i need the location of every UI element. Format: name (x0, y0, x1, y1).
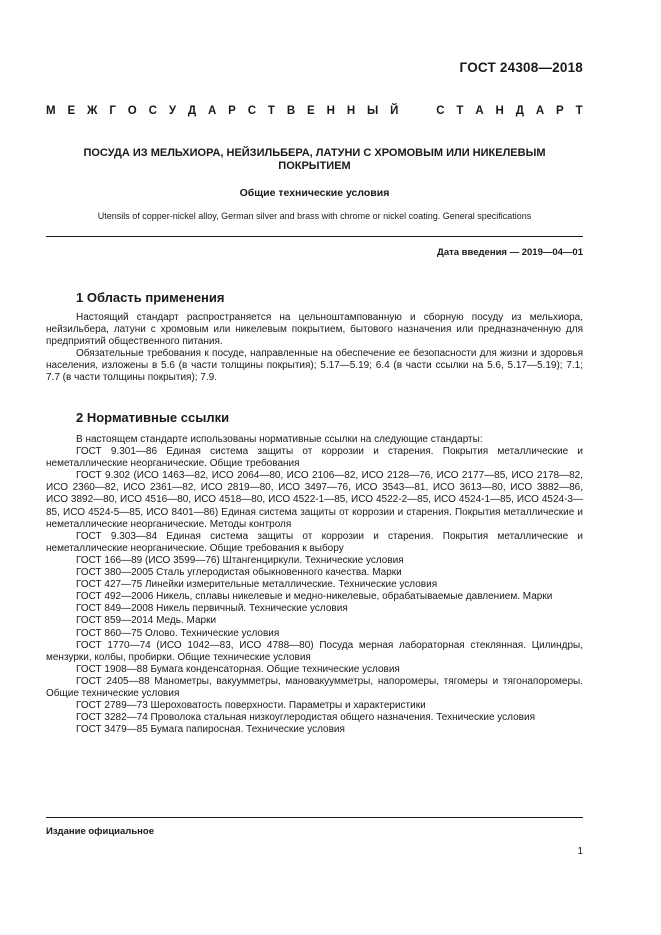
standard-type-letter: Н (495, 105, 504, 117)
section-2-heading: 2 Нормативные ссылки (76, 410, 230, 425)
standard-type-letter: Т (575, 105, 583, 117)
standard-type-letter: А (535, 105, 545, 117)
standard-type-letter: Н (346, 105, 356, 117)
reference-item: ГОСТ 860—75 Олово. Технические условия (76, 627, 280, 639)
reference-item: ГОСТ 1770—74 (ИСО 1042—83, ИСО 4788—80) Посуда мерная лабораторная стеклянная. Цилиндры, мензурки, колбы, пробирки. Общие технические условия (46, 639, 583, 663)
standard-code: ГОСТ 24308—2018 (459, 60, 583, 75)
standard-type-letter: Й (390, 105, 399, 117)
standard-type-letter: Р (228, 105, 236, 117)
standard-type-letter: Д (515, 105, 524, 117)
reference-item: ГОСТ 380—2005 Сталь углеродистая обыкновенного качества. Марки (76, 567, 402, 579)
reference-item: ГОСТ 859—2014 Медь. Марки (76, 615, 217, 627)
reference-item: ГОСТ 3282—74 Проволока стальная низкоуглеродистая общего назначения. Технические условия (76, 712, 535, 724)
reference-item: ГОСТ 3479—85 Бумага папиросная. Технические условия (76, 724, 345, 736)
document-title (46, 147, 583, 173)
footer-divider (46, 817, 583, 818)
standard-type-letter: С (436, 105, 445, 117)
standard-type-letter: А (475, 105, 484, 117)
reference-item: ГОСТ 9.302 (ИСО 1463—82, ИСО 2064—80, ИСО 2106—82, ИСО 2128—76, ИСО 2177—85, ИСО 2178—82, ИСО 2360—82, ИСО 2361—82, ИСО 2819—80, ИСО 3497—76, ИСО 3543—81, ИСО 3613—80, ИСО 3882—86, ИСО 3892—80, ИСО 4516—80, ИСО 4518—80, ИСО 4522-1—85, ИСО 4522-2—85, ИСО 4524-1—85, ИСО 4524-3—85, ИСО 4524-5—85, ИСО 8401—86) Единая система защиты от коррозии и старения. Покрытия металлические и неметаллические неорганические. Методы контроля (46, 470, 583, 530)
standard-type-heading (46, 105, 583, 117)
standard-type-letter: М (46, 105, 56, 117)
standard-type-letter: Т (456, 105, 464, 117)
standard-type-letter: Р (556, 105, 564, 117)
document-subtitle: Общие технические условия (239, 187, 390, 199)
reference-item: ГОСТ 427—75 Линейки измерительные металлические. Технические условия (76, 579, 438, 591)
official-edition-label: Издание официальное (46, 826, 154, 837)
section-1-body (46, 312, 583, 385)
standard-type-letter: Г (109, 105, 116, 117)
standard-type-letter: Ж (87, 105, 98, 117)
english-title: Utensils of copper-nickel alloy, German silver and brass with chrome or nickel coating. General specifications (97, 211, 532, 221)
section-1-paragraph: Обязательные требования к посуде, направленные на обеспечение ее безопасности для жизни и здоровья населения, изложены в 5.6 (в части толщины покрытия); 5.17—5.19; 6.4 (в части ссылки на 5.6, 5.17—5.19); 7.1; 7.7 (в части толщины покрытия); 7.9. (46, 348, 583, 384)
standard-type-letter: Ы (367, 105, 379, 117)
reference-item: В настоящем стандарте использованы нормативные ссылки на следующие стандарты: (76, 434, 483, 445)
reference-item: ГОСТ 492—2006 Никель, сплавы никелевые и медно-никелевые, обрабатываемые давлением. Марки (76, 591, 553, 603)
reference-item: ГОСТ 9.301—86 Единая система защиты от коррозии и старения. Покрытия металлические и неметаллические неорганические. Общие требования (46, 446, 583, 470)
standard-type-letter: Е (307, 105, 315, 117)
standard-type-letter: С (148, 105, 157, 117)
standard-type-letter: А (207, 105, 217, 117)
page-number: 1 (577, 846, 583, 857)
introduction-date: Дата введения — 2019—04—01 (437, 247, 583, 258)
document-title-line-1: ПОСУДА ИЗ МЕЛЬХИОРА, НЕЙЗИЛЬБЕРА, ЛАТУНИ С ХРОМОВЫМ ИЛИ НИКЕЛЕВЫМ (83, 147, 546, 159)
standard-type-letter: В (286, 105, 296, 117)
standard-type-letter: С (247, 105, 257, 117)
reference-item: ГОСТ 2789—73 Шероховатость поверхности. Параметры и характеристики (76, 700, 426, 712)
standard-type-letter: Н (326, 105, 335, 117)
standard-type-letter: Т (267, 105, 275, 117)
standard-type-letter: Д (187, 105, 197, 117)
section-2-body (46, 434, 583, 736)
section-1-paragraph: Настоящий стандарт распространяется на цельноштампованную и сборную посуду из мельхиора, нейзильбера, латуни с хромовым или никелевым покрытием, бытового назначения или предназначенную для предприятий общественного питания. (46, 312, 583, 348)
reference-item: ГОСТ 9.303—84 Единая система защиты от коррозии и старения. Покрытия металлические и неметаллические неорганические. Общие требования к выбору (46, 530, 583, 554)
standard-type-letter: Е (67, 105, 76, 117)
reference-item: ГОСТ 166—89 (ИСО 3599—76) Штангенциркули. Технические условия (76, 554, 404, 566)
reference-item: ГОСТ 849—2008 Никель первичный. Технические условия (76, 603, 348, 615)
standard-type-letter: О (127, 105, 137, 117)
standard-type-letter: У (168, 105, 176, 117)
standard-type-letter (410, 105, 424, 117)
reference-item: ГОСТ 2405—88 Манометры, вакуумметры, мановакуумметры, напоромеры, тягомеры и тягонапоромеры. Общие технические условия (46, 675, 583, 699)
reference-item: ГОСТ 1908—88 Бумага конденсаторная. Общие технические условия (76, 663, 400, 675)
title-divider (46, 236, 583, 237)
section-1-heading: 1 Область применения (76, 290, 225, 305)
document-title-line-2: ПОКРЫТИЕМ (278, 160, 351, 172)
